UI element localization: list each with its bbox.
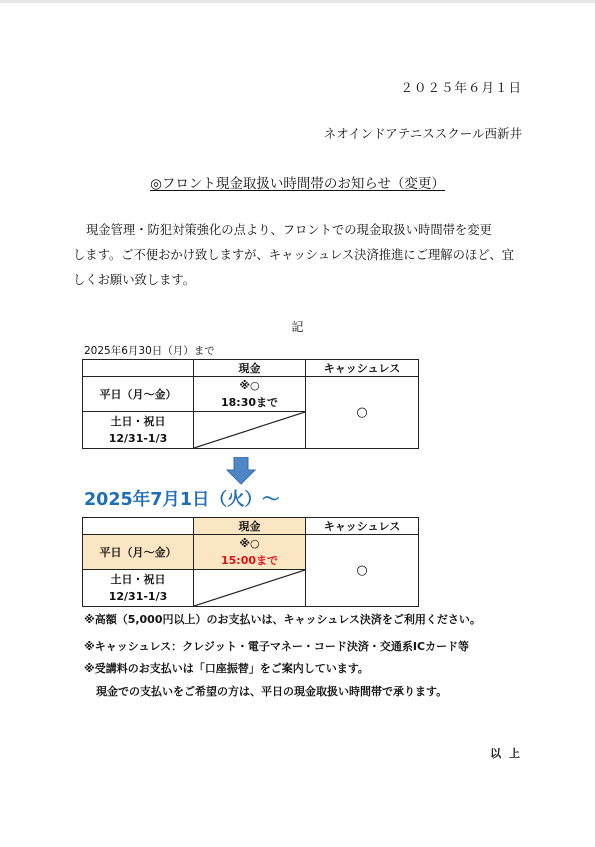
notice-title-text: ◎フロント現金取扱い時間帯のお知らせ（変更） bbox=[150, 176, 445, 192]
notice-title bbox=[0, 172, 595, 192]
page-top-border bbox=[0, 0, 595, 3]
body-line-1: 現金管理・防犯対策強化の点より、フロントでの現金取扱い時間帯を変更 bbox=[86, 223, 492, 237]
weekday-cash-symbol: ※○ bbox=[239, 379, 260, 392]
header-cashless-cell: キャッシュレス bbox=[306, 518, 419, 535]
holiday-label-line2: 12/31-1/3 bbox=[108, 590, 168, 603]
holiday-cash-unavailable-cell bbox=[194, 570, 306, 607]
down-arrow-icon bbox=[226, 457, 256, 485]
diagonal-strike bbox=[194, 412, 305, 448]
body-line-2: します。ご不便おかけ致しますが、キャッシュレス決済推進にご理解のほど、宜 bbox=[73, 248, 515, 262]
body-line-3: しくお願い致します。 bbox=[73, 273, 195, 287]
notice-body bbox=[73, 218, 525, 293]
cashless-available-cell: ○ bbox=[306, 535, 419, 607]
note-cash-preference: 現金での支払いをご希望の方は、平日の現金取扱い時間帯で承ります。 bbox=[96, 685, 448, 698]
weekday-cash-time: 18:30まで bbox=[220, 396, 278, 409]
weekday-label-cell: 平日（月～金） bbox=[83, 377, 194, 412]
holiday-cash-unavailable-cell bbox=[194, 412, 306, 449]
holiday-label-cell bbox=[83, 412, 194, 449]
holiday-label-cell bbox=[83, 570, 194, 607]
header-category-cell bbox=[83, 518, 194, 535]
holiday-label-line2: 12/31-1/3 bbox=[108, 432, 168, 445]
header-cash-cell: 現金 bbox=[194, 360, 306, 377]
holiday-label-line1: 土日・祝日 bbox=[110, 415, 166, 428]
weekday-cash-cell bbox=[194, 377, 306, 412]
closing-mark: 以 上 bbox=[490, 747, 522, 760]
holiday-label-line1: 土日・祝日 bbox=[110, 573, 166, 586]
note-high-amount: ※高額（5,000円以上）のお支払いは、キャッシュレス決済をご利用ください。 bbox=[84, 613, 481, 626]
weekday-cash-symbol: ※○ bbox=[239, 537, 260, 550]
header-category-cell bbox=[83, 360, 194, 377]
weekday-cash-cell bbox=[194, 535, 306, 570]
header-cash-cell: 現金 bbox=[194, 518, 306, 535]
after-period-label: 2025年7月1日（火）～ bbox=[84, 490, 280, 510]
school-name: ネオインドアテニススクール西新井 bbox=[323, 126, 522, 141]
document-date: ２０２５年６月１日 bbox=[400, 80, 522, 95]
before-schedule-table bbox=[82, 359, 419, 449]
after-schedule-table bbox=[82, 517, 419, 607]
note-tuition-payment: ※受講料のお支払いは「口座振替」をご案内しています。 bbox=[84, 662, 369, 675]
weekday-label-cell: 平日（月～金） bbox=[83, 535, 194, 570]
header-cashless-cell: キャッシュレス bbox=[306, 360, 419, 377]
ki-heading: 記 bbox=[291, 320, 304, 334]
diagonal-strike bbox=[194, 570, 305, 606]
weekday-cash-time: 15:00まで bbox=[220, 554, 278, 567]
before-period-label: 2025年6月30日（月）まで bbox=[84, 345, 215, 357]
cashless-available-cell: ○ bbox=[306, 377, 419, 449]
note-cashless-methods: ※キャッシュレス：クレジット・電子マネー・コード決済・交通系ICカード等 bbox=[84, 640, 470, 653]
